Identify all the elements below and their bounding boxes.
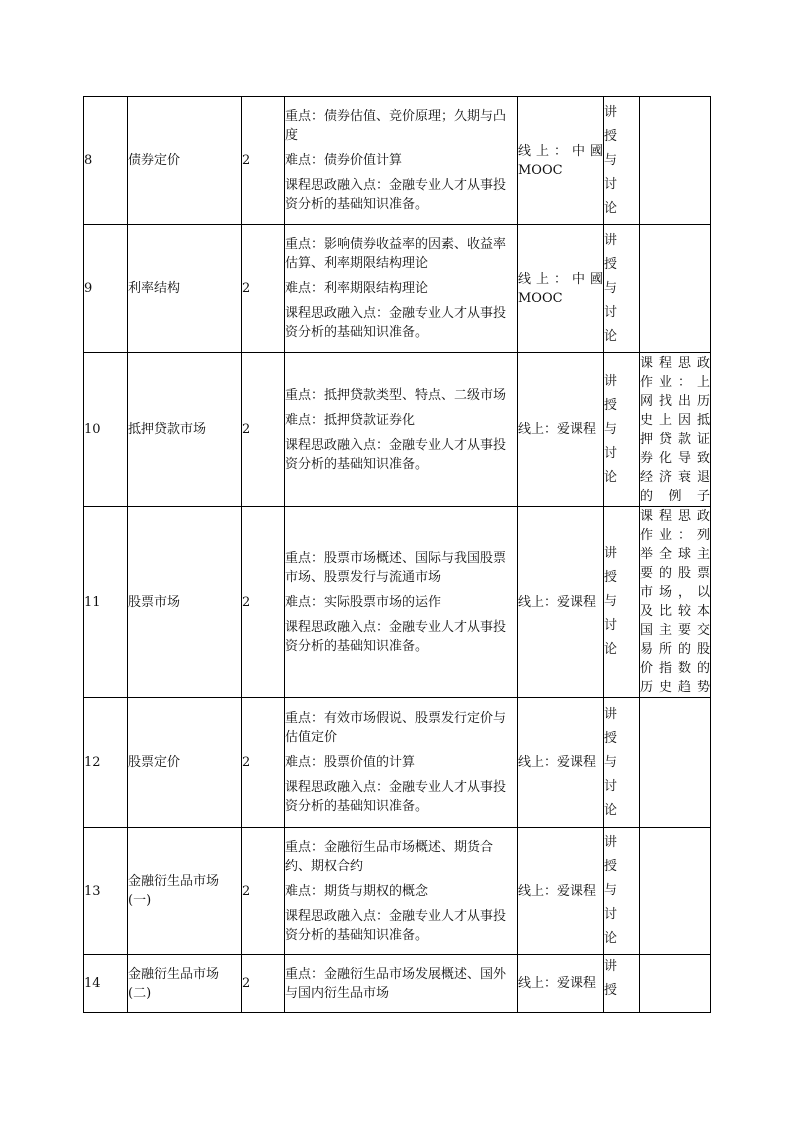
note-line: 作业：列 bbox=[640, 528, 710, 543]
note-line: 国主要交 bbox=[640, 623, 710, 638]
ideology-point: 课程思政融入点：金融专业人才从事投资分析的基础知识准备。 bbox=[285, 908, 507, 943]
note-line: 经济衰退 bbox=[640, 469, 710, 485]
note-line: 历史趋势 bbox=[640, 680, 710, 695]
difficulty-point: 难点：实际股票市场的运作 bbox=[285, 594, 442, 610]
assignment-note bbox=[640, 97, 711, 225]
class-hours: 2 bbox=[242, 225, 285, 353]
teaching-mode: 线上：爱课程 bbox=[518, 828, 604, 955]
class-hours: 2 bbox=[242, 828, 285, 955]
table-row bbox=[84, 955, 711, 1013]
row-number: 9 bbox=[84, 225, 128, 353]
note-line: 券化导致 bbox=[640, 450, 710, 466]
teaching-mode: 线上：中國MOOC bbox=[518, 97, 604, 225]
method-char: 讲 bbox=[604, 546, 618, 561]
teaching-method bbox=[604, 828, 640, 955]
teaching-content bbox=[285, 698, 518, 828]
difficulty-point: 难点：债券价值计算 bbox=[285, 153, 403, 168]
table-body bbox=[84, 97, 711, 1013]
teaching-content bbox=[285, 828, 518, 955]
note-line: 课程思政 bbox=[640, 509, 710, 524]
note-line: 市场，以 bbox=[640, 585, 710, 600]
table-row bbox=[84, 353, 711, 507]
ideology-point: 课程思政融入点：金融专业人才从事投资分析的基础知识准备。 bbox=[285, 780, 507, 814]
difficulty-point: 难点：利率期限结构理论 bbox=[285, 281, 429, 296]
assignment-note bbox=[640, 828, 711, 955]
method-char: 讲 bbox=[604, 232, 618, 248]
method-char: 论 bbox=[604, 469, 618, 485]
teaching-content bbox=[285, 225, 518, 353]
method-char: 讨 bbox=[604, 176, 618, 192]
topic-name: 股票市场 bbox=[128, 507, 242, 698]
method-char: 授 bbox=[604, 256, 618, 272]
teaching-content bbox=[285, 353, 518, 507]
teaching-content bbox=[285, 507, 518, 698]
method-char: 与 bbox=[604, 594, 618, 609]
method-char: 论 bbox=[604, 328, 618, 344]
teaching-mode: 线上：爱课程 bbox=[518, 955, 604, 1013]
row-number: 13 bbox=[84, 828, 128, 955]
key-point: 重点：金融衍生品市场发展概述、国外与国内衍生品市场 bbox=[285, 966, 507, 1001]
topic-name: 抵押贷款市场 bbox=[128, 353, 242, 507]
teaching-method bbox=[604, 698, 640, 828]
method-char: 论 bbox=[604, 642, 618, 657]
note-line: 的例子 bbox=[640, 488, 710, 504]
method-char: 与 bbox=[604, 280, 618, 296]
method-char: 授 bbox=[604, 570, 618, 585]
method-char: 讲 bbox=[604, 706, 618, 722]
method-char: 论 bbox=[604, 200, 618, 216]
method-char: 与 bbox=[604, 152, 618, 168]
teaching-mode: 线上：爱课程 bbox=[518, 507, 604, 698]
class-hours: 2 bbox=[242, 507, 285, 698]
teaching-method bbox=[604, 353, 640, 507]
method-char: 讨 bbox=[604, 778, 618, 794]
teaching-method bbox=[604, 225, 640, 353]
teaching-content bbox=[285, 97, 518, 225]
method-char: 讲 bbox=[604, 835, 618, 850]
class-hours: 2 bbox=[242, 353, 285, 507]
method-char: 讨 bbox=[604, 445, 618, 461]
table-row bbox=[84, 97, 711, 225]
method-char: 授 bbox=[604, 859, 618, 874]
difficulty-point: 难点：抵押贷款证券化 bbox=[285, 412, 416, 428]
note-line: 作业：上 bbox=[640, 374, 710, 390]
row-number: 10 bbox=[84, 353, 128, 507]
table-row bbox=[84, 225, 711, 353]
key-point: 重点：有效市场假说、股票发行定价与估值定价 bbox=[285, 711, 507, 745]
table-row bbox=[84, 828, 711, 955]
teaching-content bbox=[285, 955, 518, 1013]
class-hours: 2 bbox=[242, 97, 285, 225]
row-number: 8 bbox=[84, 97, 128, 225]
note-line: 课程思政 bbox=[640, 355, 710, 371]
ideology-point: 课程思政融入点：金融专业人才从事投资分析的基础知识准备。 bbox=[285, 437, 507, 472]
method-char: 讨 bbox=[604, 907, 618, 922]
assignment-note bbox=[640, 955, 711, 1013]
table-row bbox=[84, 698, 711, 828]
difficulty-point: 难点：期货与期权的概念 bbox=[285, 883, 429, 899]
method-char: 与 bbox=[604, 421, 618, 437]
teaching-method bbox=[604, 507, 640, 698]
note-line: 价指数的 bbox=[640, 661, 710, 676]
topic-name: 股票定价 bbox=[128, 698, 242, 828]
assignment-note bbox=[640, 353, 711, 507]
key-point: 重点：抵押贷款类型、特点、二级市场 bbox=[285, 387, 507, 403]
row-number: 14 bbox=[84, 955, 128, 1013]
method-char: 授 bbox=[604, 983, 618, 998]
course-schedule-table bbox=[83, 96, 711, 1013]
method-char: 授 bbox=[604, 128, 618, 144]
ideology-point: 课程思政融入点：金融专业人才从事投资分析的基础知识准备。 bbox=[285, 306, 507, 340]
method-char: 讲 bbox=[604, 104, 618, 120]
class-hours: 2 bbox=[242, 955, 285, 1013]
note-line: 易所的股 bbox=[640, 642, 710, 657]
table-row bbox=[84, 507, 711, 698]
note-line: 网找出历 bbox=[640, 393, 710, 409]
note-line: 举全球主 bbox=[640, 547, 710, 562]
ideology-point: 课程思政融入点：金融专业人才从事投资分析的基础知识准备。 bbox=[285, 619, 507, 654]
assignment-note bbox=[640, 225, 711, 353]
method-char: 与 bbox=[604, 754, 618, 770]
note-line: 押贷款证 bbox=[640, 431, 710, 447]
assignment-note bbox=[640, 507, 711, 698]
teaching-method bbox=[604, 97, 640, 225]
row-number: 12 bbox=[84, 698, 128, 828]
key-point: 重点：股票市场概述、国际与我国股票市场、股票发行与流通市场 bbox=[285, 550, 507, 585]
row-number: 11 bbox=[84, 507, 128, 698]
topic-name: 金融衍生品市场(二) bbox=[128, 955, 242, 1013]
method-char: 授 bbox=[604, 397, 618, 413]
method-char: 讨 bbox=[604, 304, 618, 320]
teaching-mode: 线上：中國MOOC bbox=[518, 225, 604, 353]
method-char: 授 bbox=[604, 730, 618, 746]
key-point: 重点：金融衍生品市场概述、期货合约、期权合约 bbox=[285, 839, 494, 874]
note-line: 史上因抵 bbox=[640, 412, 710, 428]
assignment-note bbox=[640, 698, 711, 828]
topic-name: 利率结构 bbox=[128, 225, 242, 353]
note-line: 及比较本 bbox=[640, 604, 710, 619]
method-char: 讨 bbox=[604, 618, 618, 633]
method-char: 与 bbox=[604, 883, 618, 898]
teaching-mode: 线上：爱课程 bbox=[518, 353, 604, 507]
method-char: 论 bbox=[604, 802, 618, 818]
topic-name: 债券定价 bbox=[128, 97, 242, 225]
key-point: 重点：债券估值、竞价原理；久期与凸度 bbox=[285, 109, 507, 143]
note-line: 要的股票 bbox=[640, 566, 710, 581]
class-hours: 2 bbox=[242, 698, 285, 828]
method-char: 论 bbox=[604, 931, 618, 946]
topic-name: 金融衍生品市场(一) bbox=[128, 828, 242, 955]
ideology-point: 课程思政融入点：金融专业人才从事投资分析的基础知识准备。 bbox=[285, 178, 507, 212]
difficulty-point: 难点：股票价值的计算 bbox=[285, 755, 416, 770]
key-point: 重点：影响债券收益率的因素、收益率估算、利率期限结构理论 bbox=[285, 237, 507, 271]
teaching-method bbox=[604, 955, 640, 1013]
method-char: 讲 bbox=[604, 959, 618, 974]
teaching-mode: 线上：爱课程 bbox=[518, 698, 604, 828]
method-char: 讲 bbox=[604, 373, 618, 389]
